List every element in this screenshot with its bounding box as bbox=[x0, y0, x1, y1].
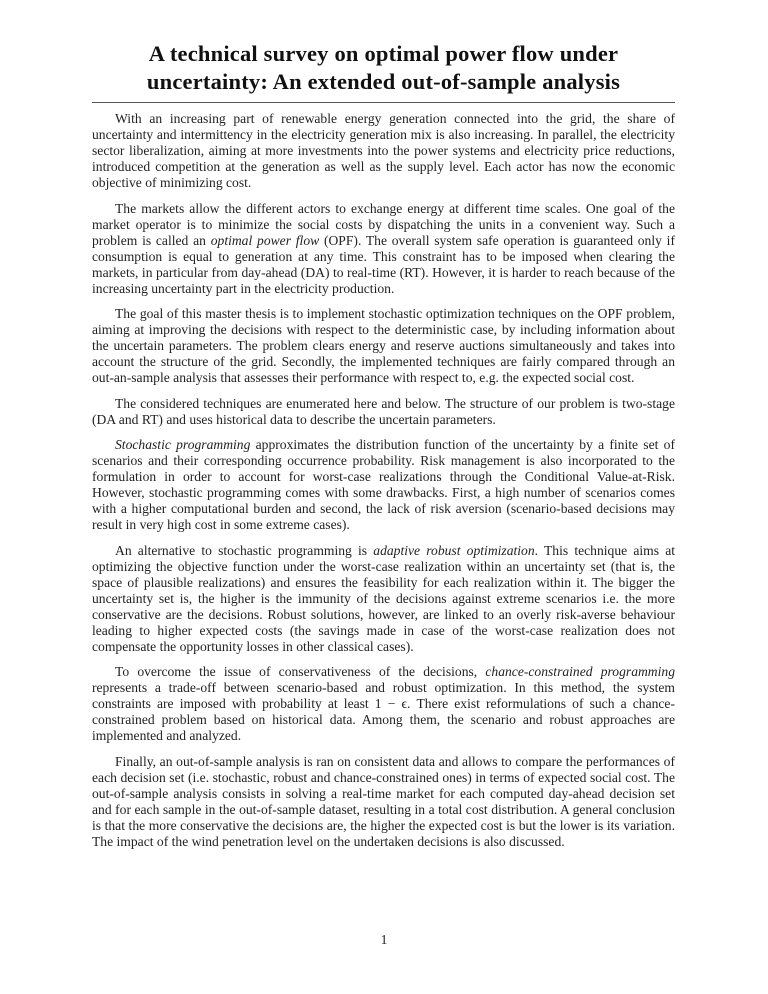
paragraph bbox=[92, 664, 675, 744]
text-segment: (OPF). The overall system safe operation is guaranteed only if consumption is equal to generation at any time. This constraint has to be imposed when clearing the markets, in particular from day-ahead (DA) to real-time (RT). However, it is harder to reach because of the increasing uncertainty part in the electricity production. bbox=[92, 232, 675, 296]
text-segment: To overcome the issue of conservativeness of the decisions, bbox=[115, 664, 486, 680]
abstract-body bbox=[92, 111, 675, 850]
text-segment: Finally, an out-of-sample analysis is ran on consistent data and allows to compare the performances of each decision set (i.e. stochastic, robust and chance-constrained ones) in terms of expected social cost. The out-of-sample analysis consists in solving a real-time market for each computed day-ahead decision set and for each sample in the out-of-sample dataset, resulting in a total cost distribution. A general conclusion is that the more conservative the decisions are, the higher the expected cost is but the lower is its variation. The impact of the wind penetration level on the undertaken decisions is also discussed. bbox=[92, 753, 675, 849]
text-segment: The markets allow the different actors to exchange energy at different time scales. One goal of the market operator is to minimize the social costs by dispatching the units in a convenient way. Such a problem is called an bbox=[92, 200, 675, 248]
text-segment: The goal of this master thesis is to implement stochastic optimization techniques on the OPF problem, aiming at improving the decisions with respect to the deterministic case, by including information about the uncertain parameters. The problem clears energy and reserve auctions simultaneously and takes into account the structure of the grid. Secondly, the implemented techniques are fairly compared through an out-an-sample analysis that assesses their performance with respect to, e.g. the expected social cost. bbox=[92, 306, 675, 386]
title-rule bbox=[92, 102, 675, 103]
paragraph bbox=[92, 543, 675, 655]
emphasized-term: optimal power flow bbox=[210, 232, 320, 248]
document-page bbox=[92, 0, 675, 859]
text-segment: represents a trade-off between scenario-based and robust optimization. In this method, the system constraints are imposed with probability at least 1 − ϵ. There exist reformulations of such a chance-constrained problem based on historical data. Among them, the scenario and robust approaches are implemented and analyzed. bbox=[92, 680, 675, 744]
paragraph bbox=[92, 306, 675, 386]
paragraph bbox=[92, 396, 675, 428]
text-segment: approximates the distribution function of the uncertainty by a finite set of scenarios and their corresponding occurrence probability. Risk management is also incorporated to the formulation in order to account for worst-case realizations through the Conditional Value-at-Risk. However, stochastic programming comes with some drawbacks. First, a high number of scenarios comes with a higher computational burden and second, the lack of risk aversion (scenario-based decisions may result in very high cost in some extreme cases). bbox=[92, 437, 675, 533]
text-segment: With an increasing part of renewable energy generation connected into the grid, the share of uncertainty and intermittency in the electricity generation mix is also increasing. In parallel, the electricity sector liberalization, aiming at more investments into the power systems and electricity price reductions, introduced competition at the generation as well as the supply level. Each actor has now the economic objective of minimizing cost. bbox=[92, 111, 675, 191]
paragraph bbox=[92, 754, 675, 850]
text-segment: . This technique aims at optimizing the objective function under the worst-case realization within an uncertainty set (that is, the space of plausible realizations) and ensures the feasibility for each realization within it. The bigger the uncertainty set is, the higher is the immunity of the decisions against extreme scenarios i.e. the more conservative are the decisions. Robust solutions, however, are linked to an overly risk-averse behaviour leading to higher expected costs (the savings made in case of the worst-case realization does not compensate the opportunity losses in other classical cases). bbox=[92, 542, 676, 654]
emphasized-term: Stochastic programming bbox=[115, 437, 251, 453]
paragraph bbox=[92, 437, 675, 533]
emphasized-term: adaptive robust optimization bbox=[373, 542, 535, 558]
document-title bbox=[92, 40, 675, 96]
title-line-2: uncertainty: An extended out-of-sample analysis bbox=[146, 69, 621, 94]
paragraph bbox=[92, 111, 675, 191]
emphasized-term: chance-constrained programming bbox=[485, 664, 675, 680]
paragraph bbox=[92, 201, 675, 297]
page-number: 1 bbox=[380, 932, 388, 947]
text-segment: The considered techniques are enumerated here and below. The structure of our problem is two-stage (DA and RT) and uses historical data to describe the uncertain parameters. bbox=[92, 395, 675, 427]
text-segment: An alternative to stochastic programming is bbox=[115, 542, 374, 558]
title-line-1: A technical survey on optimal power flow under bbox=[148, 41, 619, 66]
